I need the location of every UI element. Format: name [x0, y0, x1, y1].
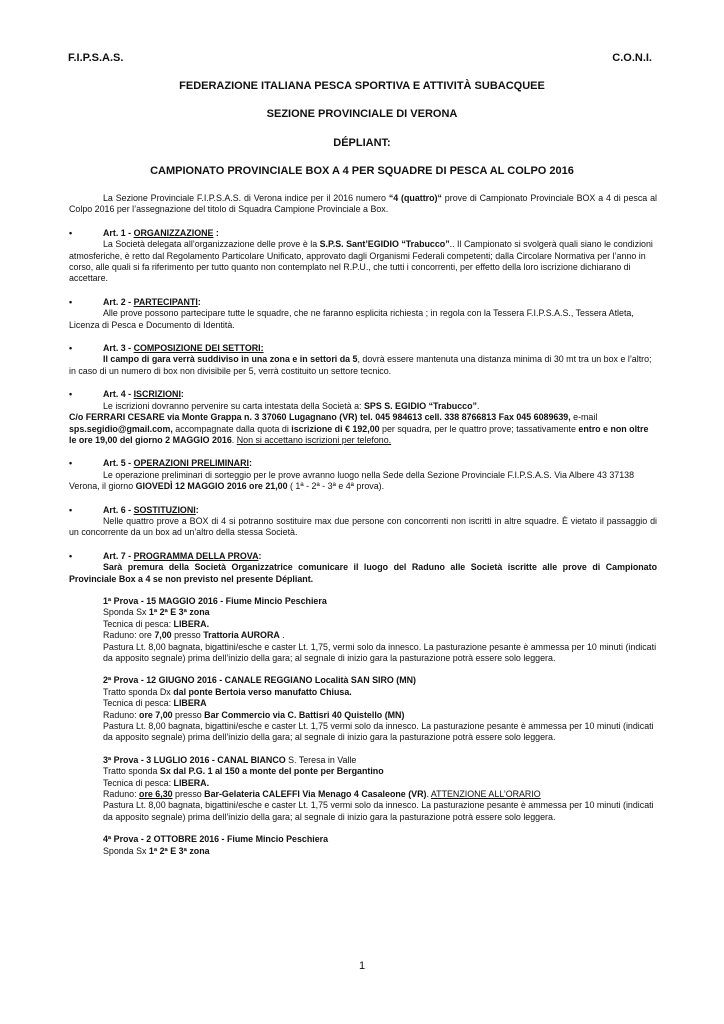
article-6-heading	[69, 505, 657, 516]
article-title: SOSTITUZIONI	[133, 504, 196, 515]
article-text: .. Il Campionato si svolgerà quali siano le condizioni atmosferiche, è retto dal Regolamento Particolare Unificato, approvato dagli Organismi Federali competenti; dalla Circolare Normativa per l’anno in corso, alle quali si fa riferimento per tutto quanto non contemplato nel R.P.U., che tutti i concorrenti, per effetto della loro iscrizione dichiarano di accettare.	[69, 239, 653, 284]
tecnica-value: LIBERA.	[173, 618, 210, 629]
article-text: .	[231, 434, 237, 445]
prova-tecnica	[103, 619, 657, 630]
article-4-text	[69, 401, 657, 412]
sponda-label: Sponda Sx	[103, 845, 149, 856]
raduno-place: Trattoria AURORA	[203, 630, 280, 641]
sponda-label: Sponda Sx	[103, 607, 149, 618]
article-title: PROGRAMMA DELLA PROVA	[133, 550, 259, 561]
article-colon: :	[258, 550, 262, 561]
article-number: Art. 6 -	[103, 504, 134, 515]
article-3-heading	[69, 343, 657, 354]
raduno-time: ore 7,00	[139, 709, 173, 720]
article-3	[69, 343, 657, 377]
prova-pastura: Pastura Lt. 8,00 bagnata, bigattini/esche e caster Lt. 1,75, vermi solo da innesco. La pasturazione pesante è ammessa per 10 minuti (indicati da apposito segnale) prima dell’inizio della gara; al segnale di inizio gara la pasturazione potrà essere solo leggera.	[103, 641, 657, 663]
prova-raduno	[103, 630, 657, 641]
article-6	[69, 505, 657, 539]
prova-raduno	[103, 710, 657, 721]
prova-title-place: S. Teresa in Valle	[288, 754, 357, 765]
raduno-label: Raduno: ore	[103, 630, 155, 641]
article-number: Art. 4 -	[103, 389, 134, 400]
email-address[interactable]: sps.segidio@gmail.com,	[69, 423, 173, 434]
article-text: per squadra, per le quattro prove; tassativamente	[379, 423, 579, 434]
prova-tecnica	[103, 778, 657, 789]
article-text: .	[476, 400, 480, 411]
prova-title: 2ª Prova - 12 GIUGNO 2016 - CANALE REGGIANO Località SAN SIRO (MN)	[103, 675, 416, 686]
article-title: OPERAZIONI PRELIMINARI	[133, 458, 249, 469]
intro-count: “4 (quattro)“	[388, 193, 442, 203]
article-colon: :	[180, 389, 184, 400]
prova-pastura: Pastura Lt. 8,00 bagnata, bigattini/esche e caster Lt. 1,75 vermi solo da innesco. La pasturazione pesante è ammessa per 10 minuti (indicati da apposito segnale) prima dell’inizio della gara; al segnale di inizio gara la pasturazione potrà essere solo leggera.	[103, 800, 654, 822]
bullet-icon: •	[69, 389, 73, 400]
article-number: Art. 1 -	[103, 227, 134, 238]
section-title: SEZIONE PROVINCIALE DI VERONA	[266, 108, 458, 120]
raduno-place: Bar-Gelateria CALEFFI Via Menago 4 Casaleone (VR)	[204, 789, 427, 800]
article-1-heading	[69, 228, 657, 239]
article-colon: :	[248, 458, 252, 469]
article-text: ( 1ª - 2ª - 3ª e 4ª prova).	[287, 481, 385, 492]
sponda-value: Sx dal P.G. 1 al 150 a monte del ponte per Bergantino	[159, 766, 384, 777]
prova-raduno	[103, 789, 657, 800]
prova-title-main: 3ª Prova - 3 LUGLIO 2016 - CANAL BIANCO	[103, 754, 289, 765]
article-text-bold: Il campo di gara verrà suddiviso in una zona e in settori da 5	[103, 354, 358, 365]
bullet-icon: •	[69, 504, 73, 515]
raduno-text: presso	[172, 789, 205, 800]
tecnica-label: Tecnica di pesca:	[103, 618, 174, 629]
article-4	[69, 389, 657, 446]
article-5-text	[69, 470, 657, 493]
federation-title: FEDERAZIONE ITALIANA PESCA SPORTIVA E ATTIVITÀ SUBACQUEE	[179, 80, 545, 92]
prova-3	[69, 755, 657, 823]
fee-amount: iscrizione di € 192,00	[291, 423, 380, 434]
intro-text: La Sezione Provinciale F.I.P.S.A.S. di Verona indice per il 2016 numero	[103, 193, 389, 203]
sponda-value: 1ª 2ª E 3ª zona	[148, 607, 210, 618]
raduno-time: 7,00	[154, 630, 172, 641]
prova-title: 1ª Prova - 15 MAGGIO 2016 - Fiume Mincio Peschiera	[103, 595, 327, 606]
prova-sponda	[103, 846, 657, 857]
championship-title: CAMPIONATO PROVINCIALE BOX A 4 PER SQUADRE DI PESCA AL COLPO 2016	[150, 165, 574, 177]
article-colon: :	[197, 296, 201, 307]
article-number: Art. 5 -	[103, 458, 134, 469]
raduno-text: presso	[172, 709, 205, 720]
article-2-text: Alle prove possono partecipare tutte le squadre, che ne faranno esplicita richiesta ; in regola con la Tessera F.I.P.S.A.S., Tessera Atleta, Licenza di Pesca e Documento di Identità.	[69, 308, 634, 330]
raduno-text: presso	[171, 630, 204, 641]
intro-paragraph	[69, 193, 657, 216]
tecnica-value: LIBERA.	[173, 777, 210, 788]
prova-sponda	[103, 607, 657, 618]
deadline: entro e non oltre le ore 19,00 del giorno 2 MAGGIO 2016	[69, 423, 649, 445]
article-title: ISCRIZIONI	[133, 389, 181, 400]
article-text: , dovrà essere mantenuta una distanza minima di 30 mt tra un box e l’altro; in caso di un numero di box non divisibile per 5, verrà costituito un settore tecnico.	[69, 354, 652, 376]
organizer-name: S.P.S. Sant’EGIDIO “Trabucco”	[319, 239, 450, 250]
prova-sponda	[103, 687, 657, 698]
article-title: PARTECIPANTI	[133, 296, 198, 307]
header-coni: C.O.N.I.	[612, 52, 652, 64]
raduno-place: Bar Commercio via C. Battisri 40 Quistello (MN)	[204, 709, 405, 720]
bullet-icon: •	[69, 343, 73, 354]
raduno-label: Raduno:	[103, 789, 140, 800]
article-text: accompagnate dalla quota di	[172, 423, 292, 434]
raduno-time: ore 6,30	[139, 789, 173, 800]
bullet-icon: •	[69, 296, 73, 307]
document-body	[69, 193, 657, 857]
article-7-heading	[69, 551, 657, 562]
sponda-value: 1ª 2ª E 3ª zona	[148, 845, 210, 856]
raduno-text: .	[426, 789, 431, 800]
article-colon: :	[195, 504, 199, 515]
prova-title	[103, 755, 657, 766]
contact-address: C/o FERRARI CESARE via Monte Grappa n. 3 37060 Lugagnano (VR) tel. 045 984613 cell. 338 8766813 Fax 045 6089639,	[69, 412, 571, 423]
prova-1	[69, 596, 657, 664]
prova-title: 4ª Prova - 2 OTTOBRE 2016 - Fiume Mincio Peschiera	[103, 834, 329, 845]
article-4-heading	[69, 389, 657, 400]
prova-pastura: Pastura Lt. 8,00 bagnata, bigattini/esche e caster Lt. 1,75 vermi solo da innesco. La pasturazione pesante è ammessa per 10 minuti (indicati da apposito segnale) prima dell’inizio della gara; al segnale di inizio gara la pasturazione potrà essere solo leggera.	[103, 721, 654, 743]
article-number: Art. 7 -	[103, 550, 134, 561]
prova-tecnica	[103, 698, 657, 709]
article-text: Le iscrizioni dovranno pervenire su carta intestata della Società a:	[103, 400, 364, 411]
article-1-text	[69, 239, 657, 285]
prova-sponda	[103, 766, 657, 777]
depliant-title: DÉPLIANT:	[333, 137, 391, 149]
article-text: Le operazione preliminari di sorteggio per le prove avranno luogo nella Sede della Sezione Provinciale F.I.P.S.A.S. Via Albere 43 37138 Verona, il giorno	[69, 469, 635, 492]
intro-text-end: prove di Campionato Provinciale BOX a 4 di pesca al Colpo 2016 per l’assegnazione del titolo di Squadra Campione Provinciale a Box.	[69, 193, 657, 215]
header-fipsas: F.I.P.S.A.S.	[68, 52, 124, 64]
bullet-icon: •	[69, 227, 73, 238]
prova-2	[69, 675, 657, 743]
raduno-label: Raduno:	[103, 709, 140, 720]
draw-date: GIOVEDÌ 12 MAGGIO 2016 ore 21,00	[135, 481, 288, 492]
article-7	[69, 551, 657, 585]
article-5	[69, 458, 657, 492]
article-6-text: Nelle quattro prove a BOX di 4 si potranno sostituire max due persone con concorrenti non iscritti in altre squadre. È vietato il passaggio di un concorrente da un box ad un’altro della stessa Società.	[69, 515, 657, 538]
article-colon: :	[213, 227, 219, 238]
sponda-label: Tratto sponda	[103, 766, 160, 777]
tecnica-label: Tecnica di pesca:	[103, 698, 174, 709]
sponda-label: Tratto sponda Dx	[103, 686, 174, 697]
bullet-icon: •	[69, 550, 73, 561]
prova-4	[69, 834, 657, 857]
article-2-heading	[69, 297, 657, 308]
page-number: 1	[358, 960, 366, 972]
article-4-contact	[69, 412, 657, 446]
article-number: Art. 3 -	[103, 343, 134, 354]
article-number: Art. 2 -	[103, 296, 134, 307]
tecnica-label: Tecnica di pesca:	[103, 777, 174, 788]
society-name: SPS S. EGIDIO “Trabucco”	[363, 400, 477, 411]
article-text: La Società delegata all’organizzazione delle prove è la	[103, 239, 320, 250]
raduno-text: .	[279, 630, 285, 641]
article-1	[69, 228, 657, 285]
article-5-heading	[69, 458, 657, 469]
article-7-text: Sarà premura della Società Organizzatrice comunicare il luogo del Raduno alle Società iscritte alle prove di Campionato Provinciale Box a 4 se non previsto nel presente Dépliant.	[69, 562, 657, 584]
no-phone-notice: Non si accettano iscrizioni per telefono.	[236, 434, 392, 445]
article-title: COMPOSIZIONE DEI SETTORI:	[133, 343, 264, 354]
email-label: e-mail	[570, 412, 598, 423]
bullet-icon: •	[69, 458, 73, 469]
article-2	[69, 297, 657, 331]
article-title: ORGANIZZAZIONE	[133, 227, 214, 238]
time-warning: ATTENZIONE ALL’ORARIO	[430, 789, 541, 800]
sponda-value: dal ponte Bertoia verso manufatto Chiusa.	[173, 686, 352, 697]
tecnica-value: LIBERA	[173, 698, 207, 709]
article-3-text	[69, 354, 657, 377]
